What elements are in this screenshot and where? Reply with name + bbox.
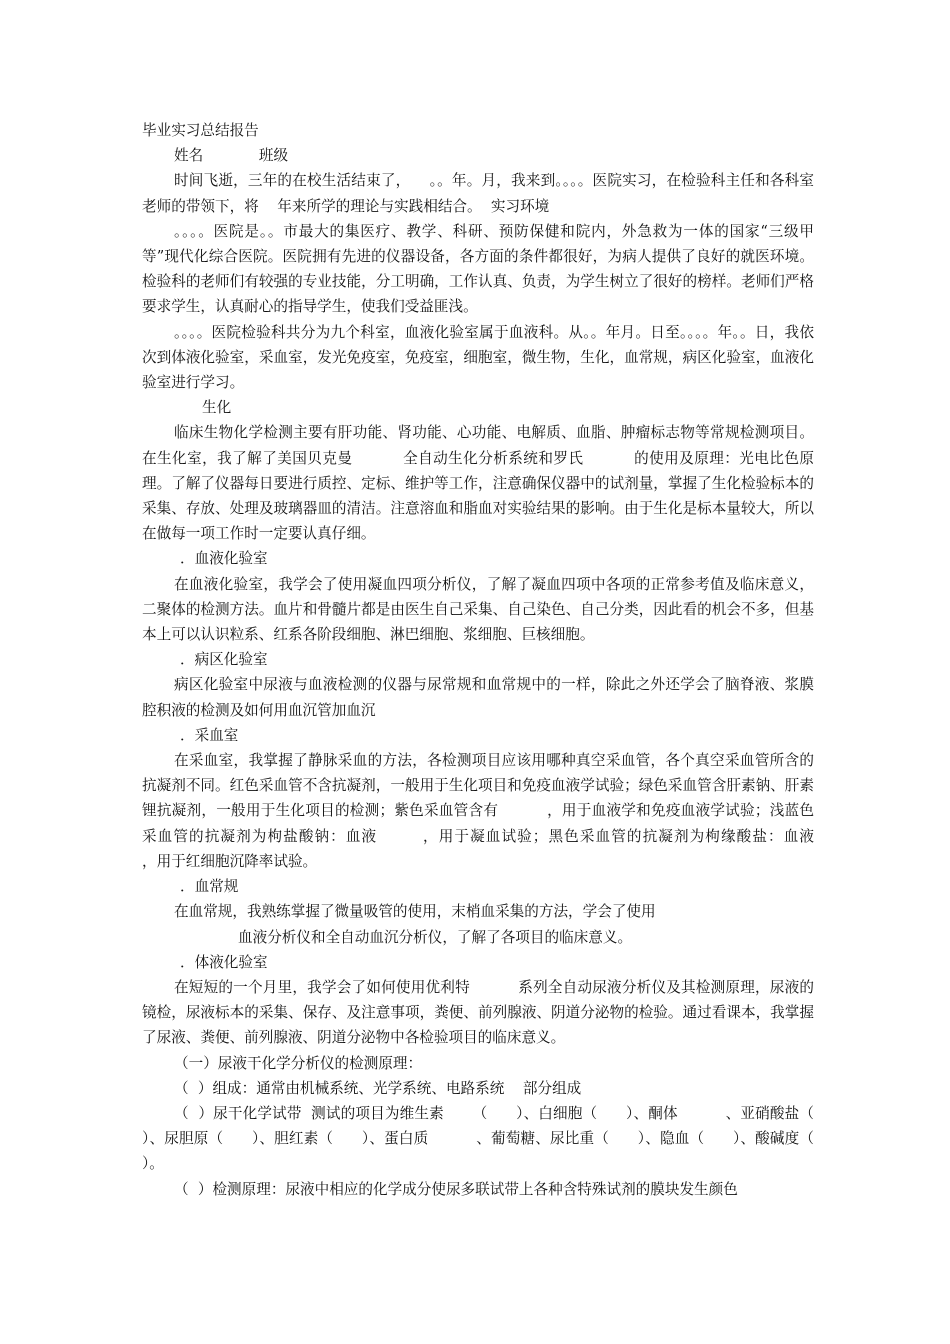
- paragraph-ward-lab: 病区化验室中尿液与血液检测的仪器与尿常规和血常规中的一样，除此之外还学会了脑脊液、浆膜腔积液的检测及如何用血沉管加血沉: [142, 676, 814, 719]
- document-title: 毕业实习总结报告: [142, 122, 259, 139]
- heading-body-fluid-lab: ．体液化验室: [180, 953, 268, 971]
- list-item-principle: （一）尿液干化学分析仪的检测原理：: [174, 1054, 423, 1072]
- list-item-composition: （ ）组成：通常由机械系统、光学系统、电路系统 部分组成: [174, 1079, 582, 1097]
- paragraph-biochemistry: 临床生物化学检测主要有肝功能、肾功能、心功能、电解质、血脂、肿瘤标志物等常规检测项目。在生化室，我了解了美国贝克曼 全自动生化分析系统和罗氏 的使用及原理：光电比色原理。了解了仪器每日要进行质控、定标、维护等工作，注意确保仪器中的试剂量，掌握了生化检验标本的采集、存放、处理及玻璃器皿的清洁。注意溶血和脂血对实验结果的影响。由于生化是标本量较大，所以在做每一项工作时一定要认真仔细。: [142, 424, 814, 543]
- paragraph-hospital: 。。。。医院是。。市最大的集医疗、教学、科研、预防保健和院内，外急救为一体的国家“三级甲等”现代化综合医院。医院拥有先进的仪器设备，各方面的条件都很好，为病人提供了良好的就医环境。检验科的老师们有较强的专业技能，分工明确，工作认真、负责，为学生树立了很好的榜样。老师们严格要求学生，认真耐心的指导学生，使我们受益匪浅。: [142, 222, 814, 316]
- list-item-detection-principle: （ ）检测原理：尿液中相应的化学成分使尿多联试带上各种含特殊试剂的膜块发生颜色: [174, 1180, 738, 1198]
- heading-biochemistry: 生化: [202, 399, 232, 417]
- paragraph-blood-collection: 在采血室，我掌握了静脉采血的方法，各检测项目应该用哪种真空采血管，各个真空采血管所含的抗凝剂不同。红色采血管不含抗凝剂，一般用于生化项目和免疫血液学试验；绿色采血管含肝素钠、肝素锂抗凝剂，一般用于生化项目的检测；紫色采血管含有 ，用于血液学和免疫血液学试验；浅蓝色采血管的抗凝剂为枸盐酸钠：血液 ，用于凝血试验；黑色采血管的抗凝剂为枸缘酸盐：血液 ，用于红细胞沉降率试验。: [142, 752, 852, 870]
- document-page: [142, 118, 852, 1202]
- paragraph-blood-routine-1: 在血常规，我熟练掌握了微量吸管的使用，末梢血采集的方法，学会了使用: [174, 903, 656, 921]
- paragraph-intro: 时间飞逝，三年的在校生活结束了， 。。年。月，我来到。。。。医院实习，在检验科主任和各科室老师的带领下，将 年来所学的理论与实践相结合。 实习环境: [142, 172, 814, 215]
- paragraph-body-fluid-lab: 在短短的一个月里，我学会了如何使用优利特 系列全自动尿液分析仪及其检测原理，尿液的镜检，尿液标本的采集、保存、及注意事项，粪便、前列腺液、阴道分泌物的检验。通过看课本，我掌握了尿液、粪便、前列腺液、阴道分泌物中各检验项目的临床意义。: [142, 978, 814, 1047]
- paragraph-departments: 。。。。医院检验科共分为九个科室，血液化验室属于血液科。从。。年月。日至。。。。年。。日，我依次到体液化验室，采血室，发光免疫室，免疫室，细胞室，微生物，生化，血常规，病区化验室，血液化验室进行学习。: [142, 323, 814, 392]
- name-class-line: 姓名 班级: [174, 147, 289, 165]
- list-item-test-strip: （ ）尿干化学试带 测试的项目为维生素 （ ）、白细胞（ ）、酮体 、亚硝酸盐（ ）、尿胆原（ ）、胆红素（ ）、蛋白质 、葡萄糖、尿比重（ ）、隐血（ ）、酸碱度（ ）。: [142, 1104, 842, 1173]
- heading-blood-collection: ．采血室: [180, 726, 239, 744]
- paragraph-blood-routine-2: 血液分析仪和全自动血沉分析仪，了解了各项目的临床意义。: [238, 928, 633, 946]
- heading-ward-lab: ．病区化验室: [180, 651, 268, 669]
- heading-blood-routine: ．血常规: [180, 878, 239, 896]
- paragraph-blood-lab: 在血液化验室，我学会了使用凝血四项分析仪，了解了凝血四项中各项的正常参考值及临床意义， 二聚体的检测方法。血片和骨髓片都是由医生自己采集、自己染色、自己分类，因此看的机会不多，但基本上可以认识粒系、红系各阶段细胞、淋巴细胞、浆细胞、巨核细胞。: [142, 575, 833, 644]
- heading-blood-lab: ．血液化验室: [180, 550, 268, 568]
